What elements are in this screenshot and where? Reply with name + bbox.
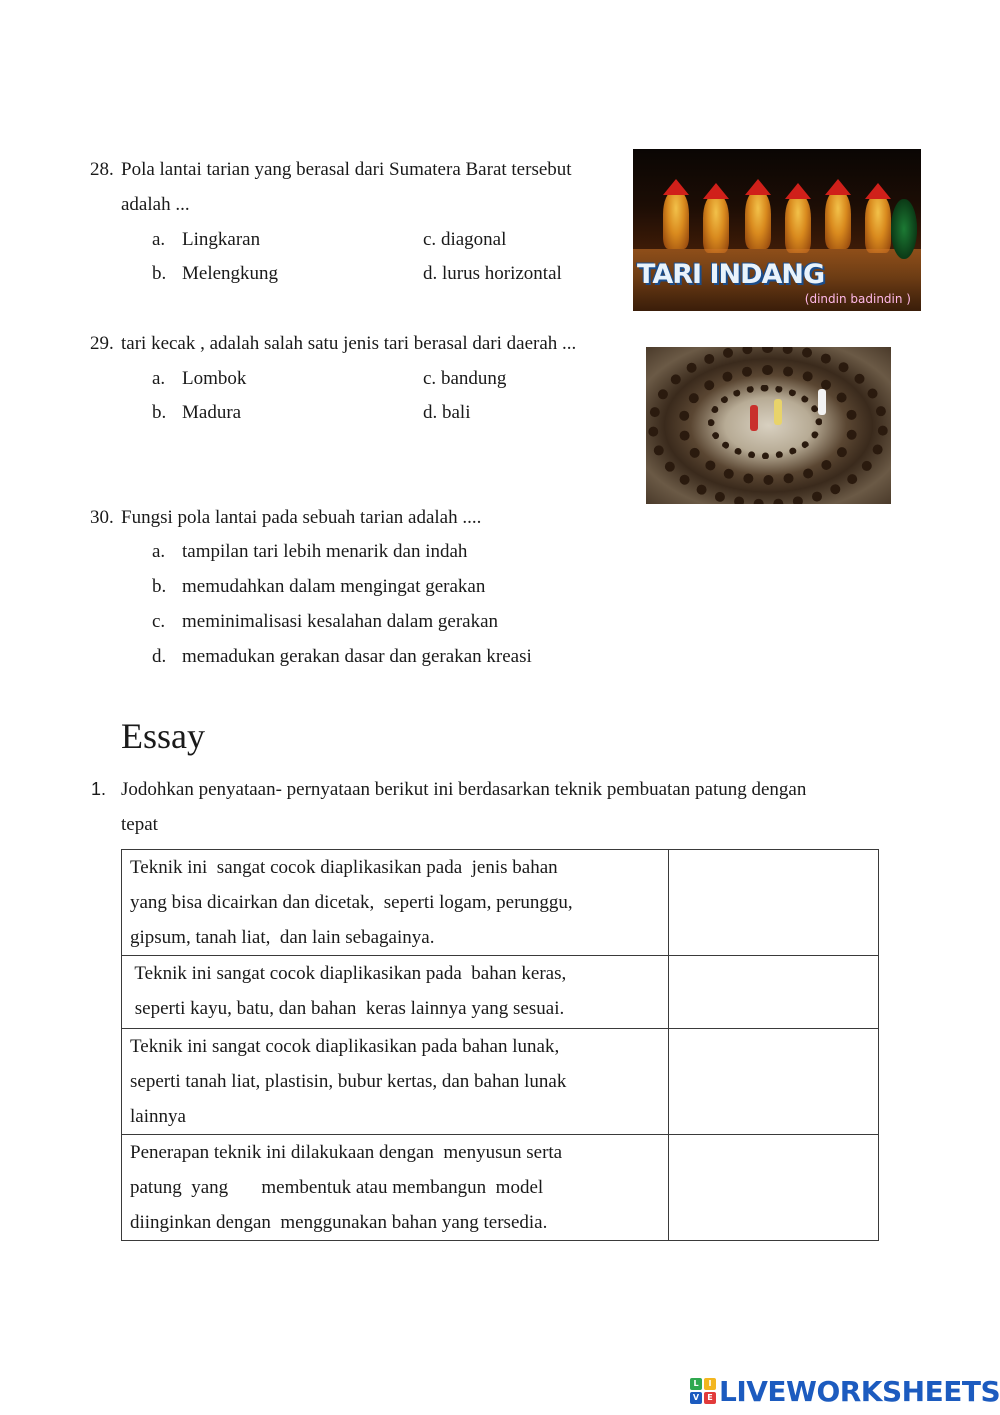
q29-option-c[interactable] (423, 369, 506, 388)
logo-mark-letter: I (704, 1378, 716, 1390)
dancer-hat (825, 179, 851, 195)
q28-option-d[interactable] (423, 264, 562, 283)
statement-line: patung yang membentuk atau membangun model (130, 1177, 544, 1198)
q30-option-b[interactable] (152, 577, 485, 596)
photo-caption: TARI INDANG (637, 259, 825, 290)
option-letter: c. (423, 368, 437, 389)
photo-subcaption: (dindin badindin ) (804, 292, 911, 306)
liveworksheets-logo[interactable] (690, 1373, 1000, 1409)
q28-text-line1: Pola lantai tarian yang berasal dari Sumatera Barat tersebut (121, 159, 572, 180)
statement-line: lainnya (130, 1106, 186, 1127)
option-letter: d. (423, 402, 438, 423)
dancer-figure (663, 191, 689, 249)
answer-cell[interactable] (669, 1135, 879, 1241)
statement-cell (122, 1029, 669, 1135)
center-dancer (818, 389, 826, 415)
option-text: memudahkan dalam mengingat gerakan (182, 576, 486, 597)
dancer-figure (703, 195, 729, 253)
dancer-ring-inner (708, 385, 822, 459)
statement-cell (122, 850, 669, 956)
dancer-hat (865, 183, 891, 199)
dancer-hat (785, 183, 811, 199)
statement-cell (122, 956, 669, 1029)
q30-number: 30. (90, 507, 114, 528)
tari-kecak-photo (646, 347, 891, 504)
option-text: lurus horizontal (442, 263, 562, 284)
table-row (122, 1029, 879, 1135)
statement-line: diinginkan dengan menggunakan bahan yang tersedia. (130, 1212, 548, 1233)
option-text: Lingkaran (182, 229, 261, 250)
q29-number: 29. (90, 333, 114, 354)
table-row (122, 850, 879, 956)
q28-option-a[interactable] (152, 230, 260, 249)
logo-mark-icon (690, 1378, 716, 1404)
option-letter: c. (152, 611, 166, 632)
dancer-hat (745, 179, 771, 195)
logo-mark-letter: V (690, 1392, 702, 1404)
center-dancer (750, 405, 758, 431)
q30-option-d[interactable] (152, 647, 532, 666)
option-text: bandung (440, 368, 507, 389)
statement-cell (122, 1135, 669, 1241)
answer-cell[interactable] (669, 956, 879, 1029)
q28-option-c[interactable] (423, 230, 506, 249)
dancer-figure (785, 195, 811, 253)
center-dancer (774, 399, 782, 425)
essay-q1-number: 1. (91, 779, 107, 799)
dancer-hat (663, 179, 689, 195)
q29-option-a[interactable] (152, 369, 246, 388)
statement-line: yang bisa dicairkan dan dicetak, seperti logam, perunggu, (130, 892, 573, 913)
logo-mark-letter: L (690, 1378, 702, 1390)
plant-decoration (891, 199, 917, 259)
statement-line: seperti tanah liat, plastisin, bubur kertas, dan bahan lunak (130, 1071, 567, 1092)
option-letter: b. (152, 263, 167, 284)
logo-mark-letter: E (704, 1392, 716, 1404)
answer-cell[interactable] (669, 850, 879, 956)
q29-text-line1: tari kecak , adalah salah satu jenis tari berasal dari daerah ... (121, 333, 577, 354)
q28-option-b[interactable] (152, 264, 278, 283)
q30-text-line1: Fungsi pola lantai pada sebuah tarian adalah .... (121, 507, 482, 528)
dancer-hat (703, 183, 729, 199)
q28-text-line2: adalah ... (121, 194, 190, 215)
option-text: meminimalisasi kesalahan dalam gerakan (182, 611, 499, 632)
essay-heading: Essay (121, 716, 205, 756)
essay-q1-text-line1: Jodohkan penyataan- pernyataan berikut ini berdasarkan teknik pembuatan patung dengan (121, 779, 807, 800)
q30-option-a[interactable] (152, 542, 467, 561)
statement-line: gipsum, tanah liat, dan lain sebagainya. (130, 927, 435, 948)
statement-line: Penerapan teknik ini dilakukaan dengan menyusun serta (130, 1142, 563, 1163)
option-letter: a. (152, 229, 166, 250)
option-text: diagonal (440, 229, 507, 250)
option-text: memadukan gerakan dasar dan gerakan kreasi (182, 646, 532, 667)
answer-cell[interactable] (669, 1029, 879, 1135)
statement-line: Teknik ini sangat cocok diaplikasikan pada bahan lunak, (130, 1036, 560, 1057)
q30-option-c[interactable] (152, 612, 498, 631)
option-letter: d. (423, 263, 438, 284)
option-text: Melengkung (182, 263, 279, 284)
dancer-figure (745, 191, 771, 249)
option-text: Madura (182, 402, 242, 423)
logo-text: LIVEWORKSHEETS (719, 1374, 1000, 1408)
dancer-figure (825, 191, 851, 249)
option-text: Lombok (182, 368, 247, 389)
option-letter: b. (152, 402, 167, 423)
essay-q1-text-line2: tepat (121, 814, 158, 835)
q29-option-b[interactable] (152, 403, 241, 422)
q28-number: 28. (90, 159, 114, 180)
option-letter: a. (152, 541, 166, 562)
statement-line: Teknik ini sangat cocok diaplikasikan pada jenis bahan (130, 857, 558, 878)
option-letter: d. (152, 646, 167, 667)
table-row (122, 1135, 879, 1241)
option-letter: c. (423, 229, 437, 250)
option-letter: a. (152, 368, 166, 389)
dancer-figure (865, 195, 891, 253)
option-letter: b. (152, 576, 167, 597)
option-text: tampilan tari lebih menarik dan indah (182, 541, 468, 562)
q29-option-d[interactable] (423, 403, 471, 422)
option-text: bali (442, 402, 471, 423)
table-row (122, 956, 879, 1029)
statement-line: Teknik ini sangat cocok diaplikasikan pada bahan keras, (130, 963, 567, 984)
matching-table (121, 849, 879, 1241)
statement-line: seperti kayu, batu, dan bahan keras lainnya yang sesuai. (130, 998, 565, 1019)
tari-indang-photo (633, 149, 921, 311)
